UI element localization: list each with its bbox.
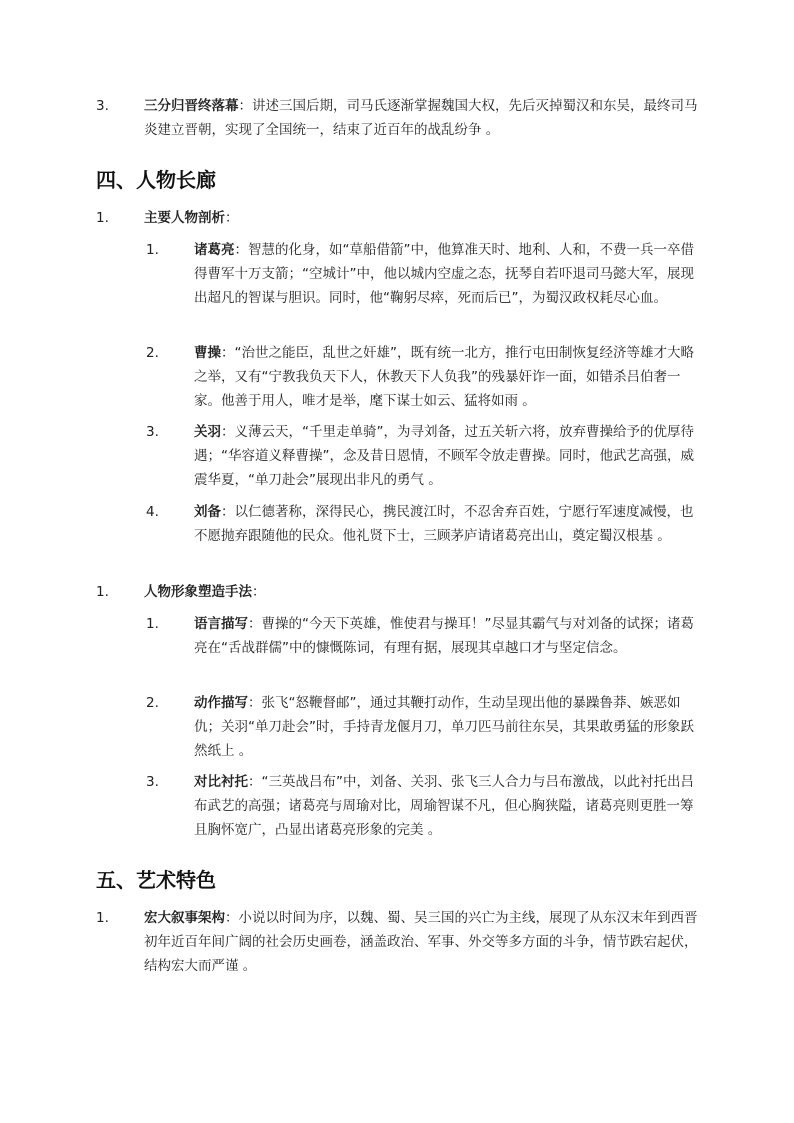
list-item-body [194,238,700,310]
item-text: ：张飞“怒鞭督邮”，通过其鞭打动作，生动呈现出他的暴躁鲁莽、嫉恶如仇；关羽“单刀赴会”时，手持青龙偃月刀，单刀匹马前往东吴，其果敢勇猛的形象跃然纸上 。 [194,695,694,759]
item-text: ：“治世之能臣，乱世之奸雄”，既有统一北方，推行屯田制恢复经济等雄才大略之举，又有“宁教我负天下人，休教天下人负我”的残暴奸诈一面，如错杀吕伯奢一家。他善于用人，唯才是举，麾下谋士如云、猛将如雨 。 [194,345,694,409]
item-term: 宏大叙事架构 [144,910,225,926]
item-term: 关羽 [194,424,221,440]
list-number: 1. [146,616,159,632]
list-number: 1. [146,242,159,258]
list-number: 1. [96,910,109,926]
item-term: 语言描写 [194,616,248,632]
list-item-body [144,206,699,230]
list-item-body [194,500,700,548]
item-term: 主要人物剖析 [144,210,225,226]
list-item-body [194,691,700,763]
section-heading-5: 五、艺术特色 [96,868,216,892]
list-item-body [144,580,699,604]
list-number: 4. [146,504,159,520]
item-text: ：智慧的化身，如“草船借箭”中，他算准天时、地利、人和，不费一兵一卒借得曹军十万支箭；“空城计”中，他以城内空虚之态，抚琴自若吓退司马懿大军，展现出超凡的智谋与胆识。同时，他“鞠躬尽瘁，死而后已”，为蜀汉政权耗尽心血。 [194,242,694,306]
list-item-body [144,94,699,142]
list-number: 3. [146,774,159,790]
item-text: ：“三英战吕布”中，刘备、关羽、张飞三人合力与吕布激战，以此衬托出吕布武艺的高强；诸葛亮与周瑜对比，周瑜智谋不凡，但心胸狭隘，诸葛亮则更胜一筹且胸怀宽广，凸显出诸葛亮形象的完美 。 [194,774,694,838]
item-term: 三分归晋终落幕 [144,98,239,114]
item-text: ：小说以时间为序，以魏、蜀、吴三国的兴亡为主线，展现了从东汉末年到西晋初年近百年间广阔的社会历史画卷，涵盖政治、军事、外交等多方面的斗争，情节跌宕起伏，结构宏大而严谨 。 [144,910,698,974]
list-number: 1. [96,210,109,226]
list-number: 3. [96,98,109,114]
list-item-body [194,420,700,492]
item-text: ：讲述三国后期，司马氏逐渐掌握魏国大权，先后灭掉蜀汉和东吴，最终司马炎建立晋朝，实现了全国统一，结束了近百年的战乱纷争 。 [144,98,698,138]
item-text: ： [225,210,239,226]
item-text: ：以仁德著称，深得民心，携民渡江时，不忍舍弃百姓，宁愿行军速度减慢，也不愿抛弃跟随他的民众。他礼贤下士，三顾茅庐请诸葛亮出山，奠定蜀汉根基 。 [194,504,694,544]
item-term: 动作描写 [194,695,248,711]
list-number: 3. [146,424,159,440]
item-term: 诸葛亮 [194,242,235,258]
item-term: 对比衬托 [194,774,248,790]
list-number: 2. [146,345,159,361]
list-item-body [194,612,700,660]
section-heading-4: 四、人物长廊 [96,168,216,192]
item-text: ： [252,584,266,600]
list-item-body [194,341,700,413]
item-text: ：义薄云天，“千里走单骑”，为寻刘备，过五关斩六将，放弃曹操给予的优厚待遇；“华容道义释曹操”，念及昔日恩情，不顾军令放走曹操。同时，他武艺高强，威震华夏，“单刀赴会”展现出非凡的勇气 。 [194,424,694,488]
item-term: 曹操 [194,345,221,361]
list-item-body [144,906,699,978]
item-term: 人物形象塑造手法 [144,584,252,600]
item-text: ：曹操的“今天下英雄，惟使君与操耳！”尽显其霸气与对刘备的试探；诸葛亮在“舌战群儒”中的慷慨陈词，有理有据，展现其卓越口才与坚定信念。 [194,616,694,656]
list-item-body [194,770,700,842]
item-term: 刘备 [194,504,221,520]
list-number: 2. [146,695,159,711]
list-number: 1. [96,584,109,600]
